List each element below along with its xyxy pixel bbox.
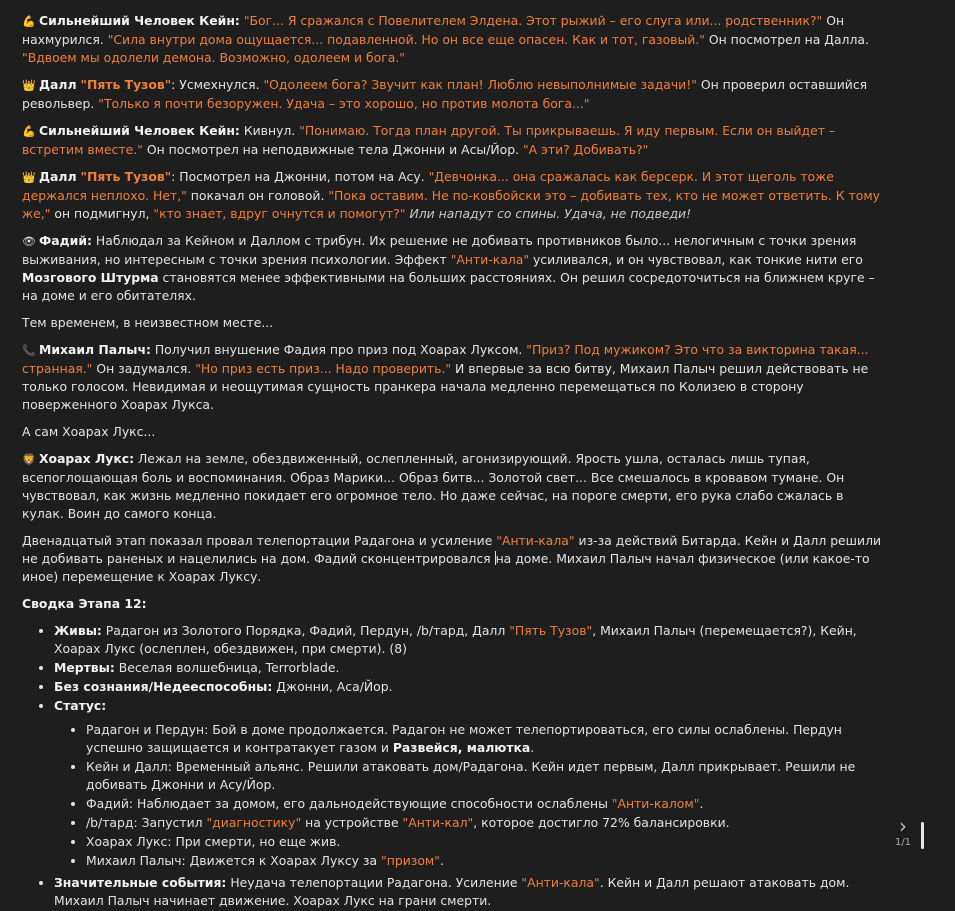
narration: : Усмехнулся. [171,77,264,92]
narration: Он нахмурился. [22,13,845,47]
quote: "Девчонка... она сражалась как берсерк. И этот щеголь тоже держался неплохо. Нет," [22,169,834,203]
quote: "Только я почти безоружен. Удача – это хорошо, но против молота бога..." [98,96,590,111]
quote: "Анти-кала" [450,252,530,267]
list-item-status: • Статус: • Радагон и Пердун: Бой в доме продолжается. Радагон не может телепортироваться, его силы ослаблены. Пердун успешно защищается и контратакует газом и Развейся, малютка. • Кейн и Далл: Временный альянс. Решили атаковать дом/Радагона. Кейн идет первым, Далл прикрывает. Решили не добивать Джонни и Асу/Йор. • Фадий: Наблюдает за домом, его дальнодействующие способности ослаблены "Анти-калом". • /b/тард: Запустил "диагностику" на устройстве "Анти-кал", которое достигло 72% балансировки. • Хоарах Лукс: При смерти, но еще жив. • Михаил Палыч: Движется к Хоарах Луксу за "призом". [54,697,884,870]
narration: он подмигнул, [50,206,154,221]
bold-term: Мозгового Штурма [22,270,159,285]
status-hoarah: • Хоарах Лукс: При смерти, но еще жив. [86,833,884,851]
speaker-name: Сильнейший Человек Кейн: [39,123,240,138]
chat-message-content [22,12,884,911]
quote: "Приз? Под мужиком? Это что за викторина такая... странная." [22,342,869,376]
status-mikhail: • Михаил Палыч: Движется к Хоарах Луксу за "призом". [86,852,884,870]
speaker-name: Михаил Палыч: [39,342,151,357]
telephone-receiver-icon: 📞 [22,344,36,357]
quote: "Пока оставим. Не по-ковбойски это – добивать тех, кто не может ответить. К тому же," [22,188,880,221]
narration: Он задумался. [92,361,196,376]
paragraph-dall-2 [22,168,884,223]
status-kane-dall: • Кейн и Далл: Временный альянс. Решили атаковать дом/Радагона. Кейн идет первым, Далл прикрывает. Решили не добивать Джонни и Асу/Йор. [86,758,884,794]
narration: Двенадцатый этап показал провал телепортации Радагона и усиление [22,533,497,548]
paragraph-transition-1: Тем временем, в неизвестном месте... [22,315,274,330]
speaker-name: Далл [39,169,77,184]
paragraph-fadiy [22,232,884,305]
paragraph-hoarah [22,450,884,523]
narration: становятся менее эффективными на больших расстояниях. Он решил сосредоточиться на ближнем круге – на доме и его обитателях. [22,270,875,303]
quote: "Анти-кала" [496,533,575,548]
list-item-unconscious: • Без сознания/Недееспособны: Джонни, Аса/Йор. [54,678,884,696]
narration: : Посмотрел на Джонни, потом на Асу. [171,169,429,184]
paragraph-transition-2: А сам Хоарах Лукс... [22,424,156,439]
status-fadiy: • Фадий: Наблюдает за домом, его дальнодействующие способности ослаблены "Анти-калом". [86,795,884,813]
crown-icon: 👑 [22,79,36,92]
summary-title: Сводка Этапа 12: [22,596,147,611]
summary-list [22,622,884,910]
narration: И впервые за всю битву, Михаил Палыч решил действовать не только голосом. Невидимая и неощутимая сущность пранкера начала медленно перемещаться по Колизею в сторону поверженного Хоарах Лукса. [22,361,869,412]
quote: "Вдвоем мы одолели демона. Возможно, одолеем и бога." [22,50,405,65]
narration: Кивнул. [239,123,300,138]
speaker-nickname: "Пять Тузов" [80,169,172,184]
list-item-dead: • Мертвы: Веселая волшебница, Terrorblade. [54,659,884,677]
narration: Лежал на земле, обездвиженный, ослепленный, агонизирующий. Ярость ушла, осталась лишь тупая, всепоглощающая боль и воспоминания. Образ Марики... Образ битв... Золотой свет... Все смешалось в кровавом тумане. Он чувствовал, как жизнь медленно покидает его огромное тело. Но даже сейчас, на пороге смерти, его рука слабо сжалась в кулак. Воин до самого конца. [22,451,845,521]
scrollbar-thumb[interactable] [921,822,924,849]
paragraph-kane-2 [22,122,884,159]
paragraph-stage-summary [22,532,884,586]
flexed-biceps-icon: 💪 [22,125,36,138]
speaker-name: Сильнейший Человек Кейн: [39,13,240,28]
narration: покачал он головой. [186,188,329,203]
quote: "Но приз есть приз... Надо проверить." [195,361,452,376]
narration: усиливался, и он чувствовал, как тонкие нити его [529,252,863,267]
status-radagon: • Радагон и Пердун: Бой в доме продолжается. Радагон не может телепортироваться, его силы ослаблены. Пердун успешно защищается и контратакует газом и Развейся, малютка. [86,721,884,757]
narration: на доме. Михаил Палыч начал физическое (или какое-то иное) перемещение к Хоарах Луксу. [22,551,870,584]
quote: "Сила внутри дома ощущается... подавленной. Но он все еще опасен. Как и тот, газовый." [107,32,705,47]
paragraph-mikhail [22,341,884,414]
quote: "кто знает, вдруг очнутся и помогут?" [153,206,406,221]
chevron-right-icon[interactable]: › [899,814,907,838]
page-counter: 1/1 [894,837,912,848]
narration: из-за действий Битарда. Кейн и Далл решили не добивать раненых и нацелились на дом. Фадий сконцентрировался [22,533,882,566]
narration: Наблюдал за Кейном и Даллом с трибун. Их решение не добивать противников было... нелогичным с точки зрения выживания, но интересным с точки зрения психологии. Эффект [22,233,857,267]
speaker-nickname: "Пять Тузов" [80,77,172,92]
lion-face-icon: 🦁 [22,453,36,466]
italic-thought: Или нападут со спины. Удача, не подведи! [405,206,692,221]
quote: "Понимаю. Тогда план другой. Ты прикрываешь. Я иду первым. Если он выйдет – встретим вместе." [22,123,836,157]
narration: Получил внушение Фадия про приз под Хоарах Луксом. [150,342,527,357]
flexed-biceps-icon: 💪 [22,15,36,28]
message-pager [891,815,915,849]
list-item-alive: • Живы: Радагон из Золотого Порядка, Фадий, Пердун, /b/тард, Далл "Пять Тузов", Михаил Палыч (перемещается?), Кейн, Хоарах Лукс (ослеплен, обездвижен, при смерти). (8) [54,622,884,658]
speaker-name: Далл [39,77,77,92]
status-sublist [54,721,884,870]
quote: "Одолеем бога? Звучит как план! Люблю невыполнимые задачи!" [263,77,697,92]
list-item-events: • Значительные события: Неудача телепортации Радагона. Усиление "Анти-кала". Кейн и Далл решают атаковать дом. Михаил Палыч начинает движение. Хоарах Лукс на грани смерти. [54,874,884,910]
narration: Он проверил оставшийся револьвер. [22,77,868,111]
quote: "Бог... Я сражался с Повелителем Элдена. Этот рыжий – его слуга или... родственник?" [243,13,823,28]
narration: Он посмотрел на неподвижные тела Джонни и Асы/Йор. [142,142,523,157]
speaker-name: Фадий: [39,233,92,248]
paragraph-dall-1 [22,76,884,113]
speaker-name: Хоарах Лукс: [39,451,135,466]
eye-icon: 👁 [22,235,36,248]
crown-icon: 👑 [22,171,36,184]
narration: Он посмотрел на Далла. [704,32,869,47]
status-btard: • /b/тард: Запустил "диагностику" на устройстве "Анти-кал", которое достигло 72% балансировки. [86,814,884,832]
paragraph-kane-1 [22,12,884,67]
quote: "А эти? Добивать?" [522,142,649,157]
